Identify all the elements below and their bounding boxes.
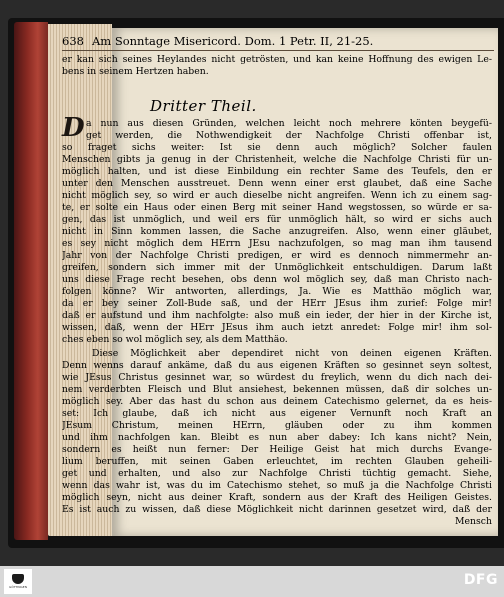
body-line: te, er solte ein Haus oder einen Berg mit seiner Hand wegstossen, so würde er sa- <box>62 202 492 213</box>
paragraph-line: und ihm nachfolgen kan. Bleibt es nun aber dabey: Ich kans nicht? Nein, <box>62 432 492 443</box>
paragraph-line: Denn wenns darauf ankäme, daß du aus eigenen Kräften so gesinnet seyn soltest, <box>62 360 492 371</box>
paragraph-line: wie JEsus Christus gesinnet war, so würdest du freylich, wenn du dich nach dei- <box>62 372 492 383</box>
paragraph-line: wenn das wahr ist, was du im Catechismo stehet, so muß ja die Nachfolge Christi <box>62 480 492 491</box>
section-title: Dritter Theil. <box>150 97 257 115</box>
body-line: da er bey seiner Zoll-Bude saß, und der HErr JEsus ihm zurief: Folge mir! <box>62 298 492 309</box>
crest-icon <box>12 574 24 584</box>
catchword: Mensch <box>455 516 492 527</box>
viewer-footer-bar <box>0 566 504 597</box>
intro-line: er kan sich seines Heylandes nicht getrösten, und kan keine Hoffnung des ewigen Le- <box>62 54 492 65</box>
head-rule <box>62 50 494 51</box>
body-line: gen, das ist unmöglich, und weil ers für unmöglich hält, so wird er sichs auch <box>62 214 492 225</box>
page-number: 638 <box>62 34 84 48</box>
body-line: ches eben so wol möglich sey, als dem Matthäo. <box>62 334 288 345</box>
running-head <box>62 34 494 48</box>
body-line: wissen, daß, wenn der HErr JEsus ihm auch ietzt anredet: Folge mir! ihm sol- <box>62 322 492 333</box>
paragraph-line: Diese Möglichkeit aber dependiret nicht von deinen eigenen Kräften. <box>92 348 492 359</box>
paragraph-line: lium beruffen, mit seinen Gaben erleuchtet, im rechten Glauben geheili- <box>62 456 492 467</box>
body-line: nicht möglich sey, so wird er auch dieselbe nicht angreifen. Wenn ich zu einem sag- <box>62 190 492 201</box>
body-line: Jahr von der Nachfolge Christi predigen, er wird es dennoch nimmermehr an- <box>62 250 492 261</box>
body-line: get werden, die Nothwendigkeit der Nachfolge Christi offenbar ist, <box>86 130 492 141</box>
body-line: nicht in Sinn kommen lassen, die Sache anzugreifen. Also, wenn einer gläubet, <box>62 226 492 237</box>
dfg-logo[interactable]: DFG <box>463 572 498 588</box>
paragraph-line: möglich seyn, nicht aus deiner Kraft, sondern aus der Kraft des Heiligen Geistes. <box>62 492 492 503</box>
body-line: daß er aufstund und ihm nachfolgte: also muß ein ieder, der hier in der Kirche ist, <box>62 310 492 321</box>
body-line: a nun aus diesen Gründen, welchen leicht noch mehrere könten beygefü- <box>86 118 492 129</box>
paragraph-line: nem verderbten Fleisch und Blut ansiehest, bekennen müssen, daß dir solches un- <box>62 384 492 395</box>
body-line: es sey nicht möglich dem HErrn JEsu nachzufolgen, so mag man ihm tausend <box>62 238 492 249</box>
body-line: Menschen gibts ja genug in der Christenheit, welche die Nachfolge Christi für un- <box>62 154 492 165</box>
paragraph-line: set: Ich glaube, daß ich nicht aus eigener Vernunft noch Kraft an <box>62 408 492 419</box>
paragraph-line: get und erhalten, und also zur Nachfolge Christi tüchtig gemacht. Siehe, <box>62 468 492 479</box>
paragraph-line: möglich sey. Aber das hast du schon aus deinem Catechismo gelernet, da es heis- <box>62 396 492 407</box>
body-line: so fraget sichs weiter: Ist sie denn auch möglich? Solcher faulen <box>62 142 492 153</box>
body-line: greifen, sondern sich immer mit der Unmöglichkeit entschuldigen. Darum laßt <box>62 262 492 273</box>
drop-capital: D <box>62 113 85 143</box>
body-line: unter den Menschen ausstreuet. Denn wenn einer erst glaubet, daß eine Sache <box>62 178 492 189</box>
library-logo[interactable] <box>4 569 32 594</box>
running-title: Am Sonntage Misericord. Dom. 1 Petr. II, 21-25. <box>91 34 374 48</box>
paragraph-line: sondern es heißt nun ferner: Der Heilige Geist hat mich durchs Evange- <box>62 444 492 455</box>
body-line: folgen könne? Wir antworten, allerdings, Ja. Wie es Matthäo möglich war, <box>62 286 492 297</box>
paragraph-line: Es ist auch zu wissen, daß diese Möglichkeit nicht darinnen gesetzet wird, daß der <box>62 504 492 515</box>
body-line: möglich halten, und ist diese Einbildung ein rechter Same des Teufels, den er <box>62 166 492 177</box>
intro-line: bens in seinem Hertzen haben. <box>62 66 209 77</box>
body-line: uns diese Frage recht besehen, obs denn wol möglich sey, daß man Christo nach- <box>62 274 492 285</box>
paragraph-line: JEsum Christum, meinen HErrn, gläuben oder zu ihm kommen <box>62 420 492 431</box>
library-logo-label: GÖTTINGEN <box>9 585 27 589</box>
book-cover-edge <box>14 22 48 540</box>
